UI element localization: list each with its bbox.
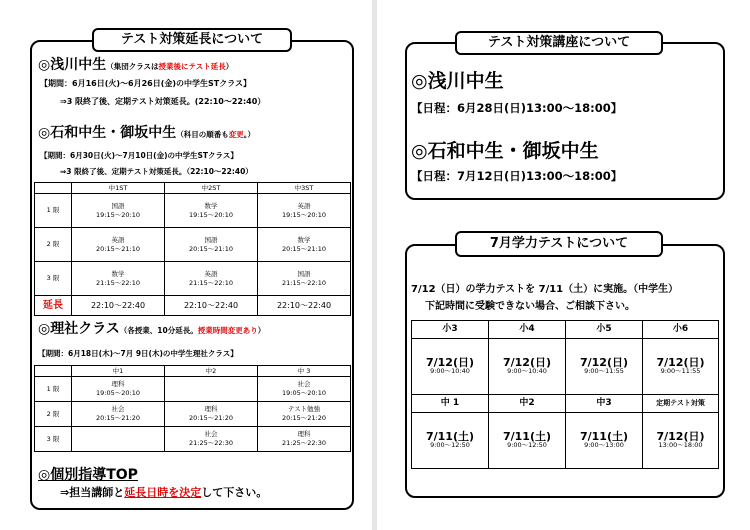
cell-date: 7/11(土) <box>502 429 552 443</box>
s4-heading: ◎個別指導TOP <box>38 467 138 483</box>
table-row <box>35 402 351 427</box>
grade-cell <box>489 339 566 395</box>
table-cell <box>258 402 351 427</box>
s2-period: 【期間：6月30日(火)～7月10日(金)の中学生STクラス】 <box>40 151 238 160</box>
table-header: 中 3 <box>258 366 351 377</box>
s3-note-red: 授業時間変更あり <box>197 326 258 335</box>
s1-heading <box>38 56 233 76</box>
box2-line-2: 下記時間に受験できない場合、ご相談下さい。 <box>425 301 635 312</box>
s4-line-start: ⇒担当講師と <box>60 486 125 499</box>
cell-time: 21:25～22:30 <box>189 439 233 447</box>
table-cell <box>258 228 351 262</box>
cell-date: 7/11(土) <box>579 429 629 443</box>
cell-time: 19:15～20:10 <box>189 210 233 219</box>
table-cell <box>72 427 165 452</box>
cell-date: 7/12(日) <box>579 355 629 369</box>
table-cell <box>165 262 258 296</box>
grade-cell <box>412 339 489 395</box>
right-box1-title: テスト対策講座について <box>455 31 663 55</box>
table-row <box>412 413 719 469</box>
cell-time: 9:00～11:55 <box>584 366 624 375</box>
cell-time: 9:00～10:40 <box>507 366 547 375</box>
grade-header: 中3 <box>566 395 643 413</box>
cell-subject: 理科 <box>204 405 218 413</box>
cell-time: 19:05～20:10 <box>96 389 140 397</box>
s4-line-red: 延長日時を決定 <box>124 486 202 499</box>
cell-time: 20:15～21:20 <box>96 414 140 422</box>
box1-heading-1: ◎浅川中生 <box>411 70 504 92</box>
s1-note-red: 授業後にテスト延長 <box>158 62 226 71</box>
s1-detail: ⇒3 限終了後、定期テスト対策延長。(22:10～22:40） <box>60 97 266 106</box>
cell-date: 7/12(日) <box>425 355 475 369</box>
grade-cell <box>566 339 643 395</box>
grade-header: 定期テスト対策 <box>643 395 719 413</box>
cell-time: 20:15～21:10 <box>282 244 326 253</box>
cell-subject: 英語 <box>111 235 125 244</box>
table-cell <box>258 377 351 402</box>
s2-note: （科目の順番も <box>176 130 229 139</box>
grade-header: 中2 <box>489 395 566 413</box>
s3-schedule-table <box>34 365 351 452</box>
cell-time: 19:15～20:10 <box>96 210 140 219</box>
table-row <box>35 194 351 228</box>
box1-date-2: 【日程：7月12日(日)13:00～18:00】 <box>411 169 623 183</box>
cell-subject: 数学 <box>204 201 218 210</box>
left-title: テスト対策延長について <box>92 28 292 52</box>
table-cell <box>165 377 258 402</box>
period-label: 2 限 <box>35 402 72 427</box>
table-row-extension <box>35 296 351 316</box>
s1-note: （集団クラスは <box>106 62 159 71</box>
s2-heading-text: ◎石和中生・御坂中生 <box>38 125 177 141</box>
s3-heading-text: ◎理社クラス <box>38 321 120 337</box>
s1-period: 【期間：6月16日(火)～6月26日(金)の中学生STクラス】 <box>40 79 252 88</box>
cell-subject: 国語 <box>204 235 218 244</box>
cell-time: 19:05～20:10 <box>282 389 326 397</box>
table-row <box>35 377 351 402</box>
cell-time: 20:15～21:20 <box>282 414 326 422</box>
cell-subject: 理科 <box>297 430 311 438</box>
table-row <box>35 262 351 296</box>
cell-subject: 社会 <box>204 430 218 438</box>
cell-subject: 国語 <box>111 201 125 210</box>
cell-date: 7/12(日) <box>656 355 705 369</box>
s3-heading <box>38 320 265 340</box>
grade-header: 小5 <box>566 321 643 339</box>
table-header: 中3ST <box>258 183 351 194</box>
right-box2-title: 7月学力テストについて <box>455 231 663 257</box>
period-label: 1 限 <box>35 194 72 228</box>
table-header: 中1ST <box>72 183 165 194</box>
table-cell <box>165 228 258 262</box>
grade-cell <box>566 413 643 469</box>
cell-subject: 数学 <box>111 269 125 278</box>
box1-heading-2: ◎石和中生・御坂中生 <box>411 140 599 162</box>
s2-heading <box>38 124 255 144</box>
s3-note: （各授業、10分延長。 <box>119 326 198 335</box>
cell-time: 9:00～12:50 <box>507 440 547 449</box>
grade-header: 小6 <box>643 321 719 339</box>
cell-date: 7/12(日) <box>656 429 705 443</box>
cell-subject: 数学 <box>297 235 311 244</box>
s4-line <box>60 486 267 500</box>
s2-detail: ⇒3 限終了後、定期テスト対策延長。（22:10～22:40） <box>60 167 253 176</box>
extension-cell: 22:10～22:40 <box>165 296 258 316</box>
table-cell <box>258 427 351 452</box>
grade-header: 中 1 <box>412 395 489 413</box>
s1-note-end: ） <box>225 62 234 71</box>
extension-label: 延長 <box>35 296 72 316</box>
cell-time: 20:15～21:10 <box>189 244 233 253</box>
s2-schedule-table <box>34 182 351 316</box>
table-cell <box>258 194 351 228</box>
table-header: 中2ST <box>165 183 258 194</box>
cell-subject: 社会 <box>111 405 125 413</box>
extension-cell: 22:10～22:40 <box>258 296 351 316</box>
grade-test-table <box>411 320 719 469</box>
cell-time: 21:15～22:10 <box>96 278 140 287</box>
cell-time: 21:25～22:30 <box>282 439 326 447</box>
cell-time: 20:15～21:10 <box>96 244 140 253</box>
table-row <box>35 228 351 262</box>
period-label: 3 限 <box>35 427 72 452</box>
cell-subject: 社会 <box>297 380 311 388</box>
cell-time: 21:15～22:10 <box>189 278 233 287</box>
table-header <box>35 366 72 377</box>
s3-period: 【期間：6月18日(木)～7月 9日(木)の中学生理社クラス】 <box>38 349 238 358</box>
table-cell <box>165 194 258 228</box>
box1-date-1: 【日程：6月28日(日)13:00～18:00】 <box>411 101 623 115</box>
s2-note-end: 。） <box>243 130 255 139</box>
grade-header: 小3 <box>412 321 489 339</box>
cell-time: 9:00～13:00 <box>584 440 624 449</box>
table-cell <box>165 427 258 452</box>
table-cell <box>165 402 258 427</box>
cell-time: 21:15～22:10 <box>282 278 326 287</box>
cell-time: 13:00～18:00 <box>658 440 703 449</box>
right-page <box>377 0 750 530</box>
cell-time: 19:15～20:10 <box>282 210 326 219</box>
table-cell <box>72 262 165 296</box>
cell-subject: 英語 <box>204 269 218 278</box>
cell-time: 20:15～21:20 <box>189 414 233 422</box>
table-cell <box>258 262 351 296</box>
period-label: 2 限 <box>35 228 72 262</box>
table-header <box>35 183 72 194</box>
table-row <box>412 339 719 395</box>
grade-cell <box>489 413 566 469</box>
grade-cell <box>412 413 489 469</box>
cell-time: 9:00～12:50 <box>430 440 470 449</box>
s4-line-end: して下さい。 <box>201 486 268 499</box>
cell-time: 9:00～11:55 <box>660 366 701 375</box>
period-label: 3 限 <box>35 262 72 296</box>
table-header: 中2 <box>165 366 258 377</box>
cell-date: 7/12(日) <box>502 355 552 369</box>
table-cell <box>72 377 165 402</box>
table-row <box>35 427 351 452</box>
s3-note-end: ） <box>257 326 266 335</box>
cell-date: 7/11(土) <box>425 429 475 443</box>
box2-line-1: 7/12（日）の学力テストを 7/11（土）に実施。（中学生） <box>411 284 679 295</box>
left-page <box>0 0 372 530</box>
grade-cell <box>643 413 719 469</box>
table-header: 中1 <box>72 366 165 377</box>
s2-note-red: 変更 <box>228 130 244 139</box>
cell-subject: テスト勉強 <box>287 405 321 413</box>
table-cell <box>72 194 165 228</box>
extension-cell: 22:10～22:40 <box>72 296 165 316</box>
cell-subject: 理科 <box>111 380 125 388</box>
grade-header: 小4 <box>489 321 566 339</box>
cell-subject: 国語 <box>297 269 311 278</box>
table-cell <box>72 228 165 262</box>
s1-heading-text: ◎浅川中生 <box>38 57 107 73</box>
period-label: 1 限 <box>35 377 72 402</box>
grade-cell <box>643 339 719 395</box>
cell-time: 9:00～10:40 <box>430 366 470 375</box>
table-cell <box>72 402 165 427</box>
cell-subject: 英語 <box>297 201 311 210</box>
